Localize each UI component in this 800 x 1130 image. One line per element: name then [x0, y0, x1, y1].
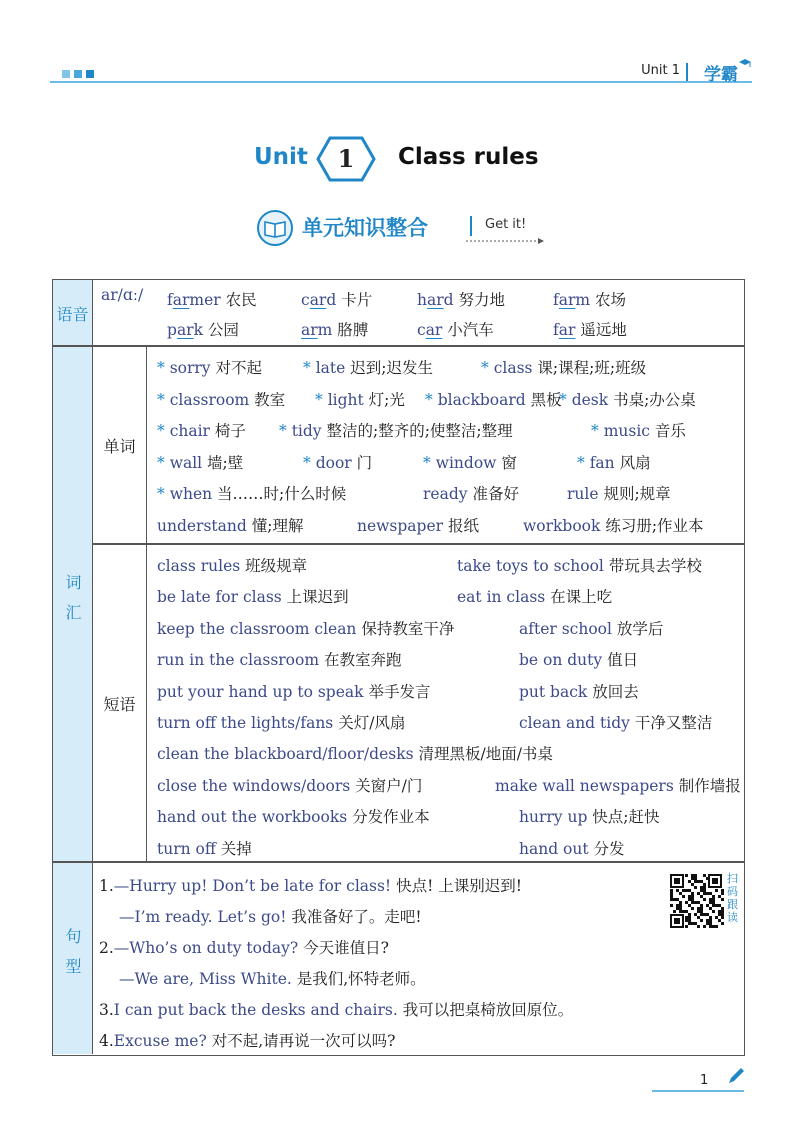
word-prefix: h — [417, 291, 427, 309]
phrase-english: close the windows/doors — [157, 776, 351, 795]
text-line — [157, 648, 401, 670]
text-line — [119, 967, 426, 989]
words-label — [93, 346, 147, 544]
star-marker: * — [157, 359, 170, 377]
vocabulary-label — [53, 346, 93, 862]
brand-logo: 学霸 — [704, 65, 738, 85]
vocab-meaning: 报纸 — [443, 517, 479, 535]
phrase-english: after school — [519, 619, 612, 638]
vocab-word: rule — [567, 485, 599, 504]
vocab-word: blackboard — [437, 390, 526, 409]
star-marker: * — [303, 359, 316, 377]
phrase-english: be on duty — [519, 651, 603, 670]
star-marker: * — [559, 390, 572, 409]
vocab-meaning: 墙;壁 — [202, 453, 244, 472]
phoneme: ar/ɑː/ — [101, 286, 144, 304]
text-line — [157, 356, 262, 378]
vocab-meaning: 灯;光 — [363, 390, 405, 409]
vocab-meaning: 懂;理解 — [246, 517, 304, 535]
text-line — [357, 514, 479, 536]
sentence-english: —We are, Miss White. — [119, 970, 292, 988]
text-line — [157, 680, 430, 702]
word-suffix: mer — [189, 291, 221, 309]
vocab-meaning: 课;课程;班;班级 — [532, 359, 647, 377]
vocabulary-label-text: 词汇 — [63, 574, 82, 634]
phrase-meaning: 上课迟到 — [281, 588, 349, 607]
vocab-meaning: 书桌;办公桌 — [608, 390, 696, 409]
phrase-english: clean the blackboard/floor/desks — [157, 745, 414, 764]
text-line — [303, 451, 372, 473]
phrase-english: put your hand up to speak — [157, 682, 364, 701]
text-line — [279, 419, 513, 441]
text-line — [519, 680, 639, 702]
sentence-english: —I’m ready. Let’s go! — [119, 908, 287, 926]
text-line — [157, 742, 553, 764]
vocab-meaning: 准备好 — [467, 485, 519, 504]
vocab-word: desk — [571, 390, 609, 409]
qr-code-icon — [668, 872, 724, 930]
word-meaning: 小汽车 — [442, 321, 494, 339]
text-line — [157, 837, 252, 859]
word-prefix: p — [167, 321, 177, 339]
phrases-label-text: 短语 — [103, 694, 136, 714]
phrase-meaning: 举手发言 — [363, 682, 431, 701]
text-line — [481, 356, 646, 378]
sentences-label — [53, 862, 93, 1054]
phrase-meaning: 班级规章 — [240, 557, 308, 575]
word-suffix: k — [193, 321, 203, 339]
pencil-icon — [726, 1066, 746, 1086]
title-name: Class rules — [398, 144, 539, 170]
vocab-meaning: 黑板 — [525, 390, 562, 409]
phrase-meaning: 关掉 — [215, 839, 252, 858]
text-line — [157, 514, 303, 536]
sentence-meaning: 是我们,怀特老师。 — [291, 970, 426, 988]
text-line — [577, 451, 651, 473]
word-underlined-letters: ar — [558, 321, 576, 339]
phrase-meaning: 关灯/风扇 — [333, 714, 406, 732]
phrase-meaning: 关窗户/门 — [350, 776, 423, 795]
book-icon — [256, 209, 294, 247]
word-meaning: 公园 — [203, 321, 239, 339]
word-underlined-letters: ar — [426, 291, 444, 309]
text-line — [99, 936, 389, 958]
section-heading-cn: 单元知识整合 — [302, 216, 428, 240]
text-line — [303, 356, 433, 378]
text-line — [519, 648, 638, 670]
sentences-label-text: 句型 — [63, 928, 82, 988]
text-line — [99, 998, 573, 1020]
text-line — [157, 554, 307, 576]
phrase-meaning: 保持教室干净 — [356, 619, 455, 638]
text-line — [301, 288, 372, 310]
phrase-english: take toys to school — [457, 557, 604, 575]
phrase-english: clean and tidy — [519, 714, 630, 732]
vocab-word: light — [327, 390, 364, 409]
vocab-meaning: 对不起 — [210, 359, 262, 377]
star-marker: * — [157, 390, 170, 409]
vocab-word: wall — [169, 453, 203, 472]
word-underlined-letters: ar — [301, 321, 318, 339]
knowledge-table — [52, 279, 745, 1056]
star-marker: * — [279, 422, 292, 441]
word-prefix: f — [167, 291, 173, 309]
star-marker: * — [423, 453, 436, 472]
phrase-english: turn off the lights/fans — [157, 714, 334, 732]
dotted-arrow-icon — [466, 237, 544, 245]
sentence-english: Excuse me? — [113, 1032, 207, 1050]
vocab-meaning: 迟到;迟发生 — [345, 359, 433, 377]
text-line — [157, 388, 285, 410]
sentence-number: 4. — [99, 1032, 114, 1050]
text-line — [519, 837, 625, 859]
header-divider — [686, 63, 688, 81]
page-number: 1 — [700, 1073, 709, 1088]
text-line — [301, 318, 368, 340]
text-line — [523, 514, 704, 536]
word-underlined-letters: ar — [309, 291, 327, 309]
word-underlined-letters: ar — [425, 321, 443, 339]
section-heading-divider — [470, 216, 472, 236]
text-line — [519, 711, 712, 733]
vocab-word: newspaper — [357, 517, 444, 535]
sentence-meaning: 我可以把桌椅放回原位。 — [397, 1001, 574, 1019]
word-suffix: m — [317, 321, 333, 339]
header-decoration — [62, 70, 94, 78]
word-prefix: c — [417, 321, 426, 339]
phrase-meaning: 干净又整洁 — [629, 714, 713, 732]
text-line — [99, 874, 522, 896]
phrase-meaning: 带玩具去学校 — [603, 557, 702, 575]
word-meaning: 卡片 — [336, 291, 373, 309]
sentence-meaning: 快点! 上课别迟到! — [391, 877, 522, 895]
header-rule — [50, 81, 752, 83]
word-prefix: f — [553, 291, 559, 309]
text-line — [157, 805, 430, 827]
text-line — [423, 482, 519, 504]
text-line — [157, 482, 346, 504]
footer-rule — [652, 1090, 744, 1092]
title-unit-number: 1 — [337, 144, 355, 173]
vocab-word: fan — [589, 453, 615, 472]
text-line — [567, 482, 671, 504]
sentence-meaning: 对不起,请再说一次可以吗? — [206, 1032, 396, 1050]
star-marker: * — [315, 390, 328, 409]
sentence-english: —Hurry up! Don’t be late for class! — [113, 877, 392, 895]
phrase-english: keep the classroom clean — [157, 619, 357, 638]
vocab-word: ready — [423, 485, 468, 504]
sentence-meaning: 我准备好了。走吧! — [286, 908, 422, 926]
sentence-number: 3. — [99, 1001, 114, 1019]
text-line — [553, 318, 627, 340]
phrase-english: hand out the workbooks — [157, 808, 348, 827]
sentence-number: 1. — [99, 877, 114, 895]
star-marker: * — [157, 422, 170, 441]
vocab-word: late — [315, 359, 346, 377]
text-line — [559, 388, 696, 410]
phrase-english: make wall newspapers — [495, 776, 674, 795]
phrases-label — [93, 544, 147, 862]
sentence-english: —Who’s on duty today? — [113, 939, 299, 957]
phrase-meaning: 分发 — [588, 839, 625, 858]
text-line — [417, 288, 505, 310]
phrase-meaning: 在教室奔跑 — [319, 651, 402, 670]
phrase-meaning: 放学后 — [611, 619, 664, 638]
star-marker: * — [577, 453, 590, 472]
text-line — [425, 388, 562, 410]
sentence-meaning: 今天谁值日? — [298, 939, 389, 957]
word-prefix: c — [301, 291, 310, 309]
vocab-word: chair — [169, 422, 210, 441]
star-marker: * — [157, 453, 170, 472]
vocab-word: music — [603, 422, 650, 441]
phrase-meaning: 值日 — [602, 651, 639, 670]
qr-caption: 扫码跟读 — [727, 872, 738, 924]
text-line — [457, 585, 612, 607]
word-underlined-letters: ar — [172, 291, 190, 309]
vocab-meaning: 当……时;什么时候 — [212, 485, 347, 504]
vocab-meaning: 窗 — [496, 453, 517, 472]
page-title — [0, 136, 800, 182]
text-line — [167, 318, 239, 340]
word-meaning: 农民 — [220, 291, 257, 309]
phrase-meaning: 清理黑板/地面/书桌 — [413, 745, 553, 764]
phrase-english: put back — [519, 682, 588, 701]
word-meaning: 农场 — [590, 291, 627, 309]
vocab-word: window — [435, 453, 497, 472]
text-line — [591, 419, 686, 441]
phrase-meaning: 制作墙报 — [673, 776, 741, 795]
divider — [53, 861, 744, 863]
vocab-word: classroom — [169, 390, 250, 409]
text-line — [457, 554, 702, 576]
word-meaning: 努力地 — [453, 291, 506, 309]
vocab-meaning: 门 — [351, 453, 373, 472]
sentence-number: 2. — [99, 939, 114, 957]
words-label-text: 单词 — [103, 436, 136, 456]
word-suffix: d — [443, 291, 454, 309]
text-line — [157, 774, 422, 796]
vocab-meaning: 教室 — [249, 390, 286, 409]
vocab-word: understand — [157, 517, 247, 535]
vocab-word: workbook — [523, 517, 601, 535]
star-marker: * — [157, 485, 170, 504]
graduation-cap-icon — [739, 58, 751, 68]
text-line — [315, 388, 405, 410]
phrase-meaning: 快点;赶快 — [587, 808, 660, 827]
vocab-word: door — [315, 453, 352, 472]
text-line — [423, 451, 517, 473]
vocab-meaning: 风扇 — [614, 453, 651, 472]
word-suffix: m — [575, 291, 591, 309]
star-marker: * — [303, 453, 316, 472]
phrase-english: be late for class — [157, 588, 282, 607]
vocab-word: sorry — [169, 359, 211, 377]
text-line — [157, 419, 246, 441]
sentence-english: I can put back the desks and chairs. — [113, 1001, 398, 1019]
title-unit-word: Unit — [254, 144, 308, 170]
vocab-meaning: 音乐 — [649, 422, 686, 441]
vocab-word: tidy — [291, 422, 322, 441]
text-line — [119, 905, 422, 927]
phrase-english: eat in class — [457, 588, 546, 607]
word-meaning: 遥远地 — [575, 321, 627, 339]
phrase-english: turn off — [157, 839, 216, 858]
phrase-meaning: 分发作业本 — [347, 808, 430, 827]
phrase-meaning: 放回去 — [587, 682, 639, 701]
word-prefix: f — [553, 321, 559, 339]
text-line — [495, 774, 741, 796]
text-line — [157, 451, 243, 473]
text-line — [519, 805, 660, 827]
pronunciation-label — [53, 280, 93, 346]
word-meaning: 胳膊 — [332, 321, 369, 339]
text-line — [157, 711, 405, 733]
vocab-word: class — [493, 359, 533, 377]
divider — [53, 345, 744, 347]
text-line — [157, 585, 349, 607]
word-underlined-letters: ar — [558, 291, 576, 309]
vocab-meaning: 规则;规章 — [598, 485, 671, 504]
text-line — [553, 288, 626, 310]
vocab-word: when — [169, 485, 213, 504]
section-heading-en: Get it! — [485, 217, 527, 232]
star-marker: * — [481, 359, 494, 377]
text-line — [157, 617, 454, 639]
text-line — [167, 288, 257, 310]
vocab-meaning: 练习册;作业本 — [600, 517, 704, 535]
word-suffix: d — [326, 291, 337, 309]
vocab-meaning: 椅子 — [209, 422, 246, 441]
pronunciation-label-text: 语音 — [56, 304, 89, 324]
divider — [93, 543, 744, 545]
word-underlined-letters: ar — [176, 321, 194, 339]
text-line — [519, 617, 663, 639]
text-line — [99, 1029, 395, 1051]
phrase-english: class rules — [157, 557, 241, 575]
header-unit-label: Unit 1 — [641, 63, 680, 78]
phrase-english: run in the classroom — [157, 651, 320, 670]
text-line — [417, 318, 494, 340]
vocab-meaning: 整洁的;整齐的;使整洁;整理 — [321, 422, 513, 441]
phrase-english: hand out — [519, 839, 589, 858]
star-marker: * — [591, 422, 604, 441]
text-line — [101, 286, 143, 304]
phrase-english: hurry up — [519, 808, 588, 827]
star-marker: * — [425, 390, 438, 409]
phrase-meaning: 在课上吃 — [545, 588, 613, 607]
